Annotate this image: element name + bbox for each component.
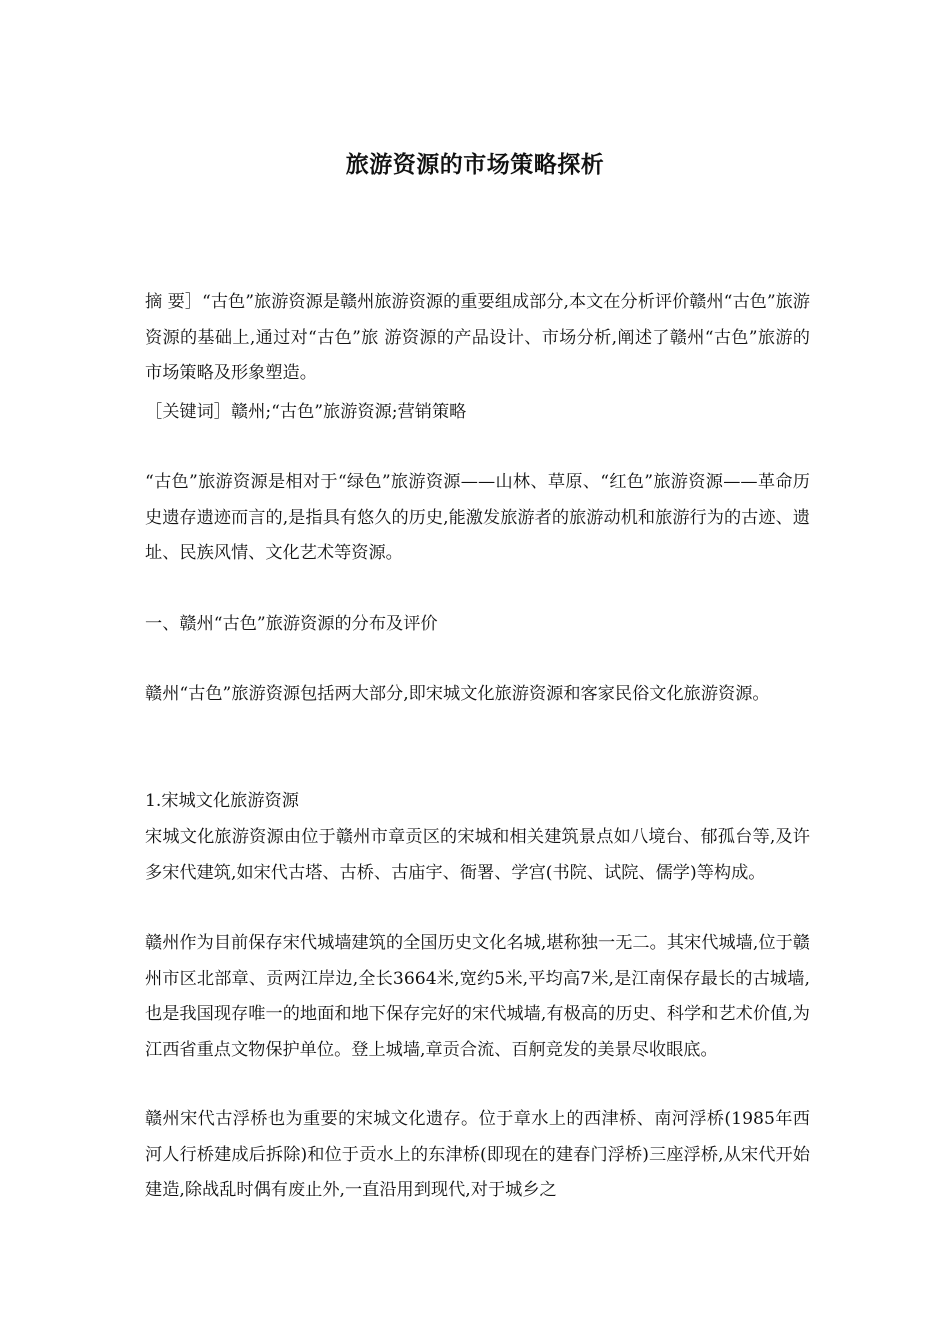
- abstract-paragraph: 摘 要］“古色”旅游资源是赣州旅游资源的重要组成部分,本文在分析评价赣州“古色”旅游资源的基础上,通过对“古色”旅 游资源的产品设计、市场分析,阐述了赣州“古色”旅游的市场策略及形象塑造。: [145, 292, 810, 383]
- songcheng-paragraph: 宋城文化旅游资源由位于赣州市章贡区的宋城和相关建筑景点如八境台、郁孤台等,及许多宋代建筑,如宋代古塔、古桥、古庙宇、衙署、学宫(书院、试院、儒学)等构成。: [145, 827, 810, 883]
- intro-paragraph: “古色”旅游资源是相对于“绿色”旅游资源——山林、草原、“红色”旅游资源——革命历史遗存遗迹而言的,是指具有悠久的历史,能激发旅游者的旅游动机和旅游行为的古迹、遗址、民族风情、文化艺术等资源。: [145, 472, 810, 563]
- pontoon-bridge-paragraph: 赣州宋代古浮桥也为重要的宋城文化遗存。位于章水上的西津桥、南河浮桥(1985年西河人行桥建成后拆除)和位于贡水上的东津桥(即现在的建春门浮桥)三座浮桥,从宋代开始建造,除战乱时偶有废止外,一直沿用到现代,对于城乡之: [145, 1109, 810, 1200]
- section-heading: 一、赣州“古色”旅游资源的分布及评价: [145, 614, 438, 634]
- subsection-heading: 1.宋城文化旅游资源: [145, 791, 299, 811]
- section-overview-paragraph: 赣州“古色”旅游资源包括两大部分,即宋城文化旅游资源和客家民俗文化旅游资源。: [145, 684, 770, 704]
- city-wall-paragraph: 赣州作为目前保存宋代城墙建筑的全国历史文化名城,堪称独一无二。其宋代城墙,位于赣州市区北部章、贡两江岸边,全长3664米,宽约5米,平均高7米,是江南保存最长的古城墙,也是我国现存唯一的地面和地下保存完好的宋代城墙,有极高的历史、科学和艺术价值,为江西省重点文物保护单位。登上城墙,章贡合流、百舸竞发的美景尽收眼底。: [145, 933, 810, 1060]
- document-title: 旅游资源的市场策略探析: [345, 151, 605, 179]
- keywords-line: ［关键词］赣州;“古色”旅游资源;营销策略: [145, 402, 467, 422]
